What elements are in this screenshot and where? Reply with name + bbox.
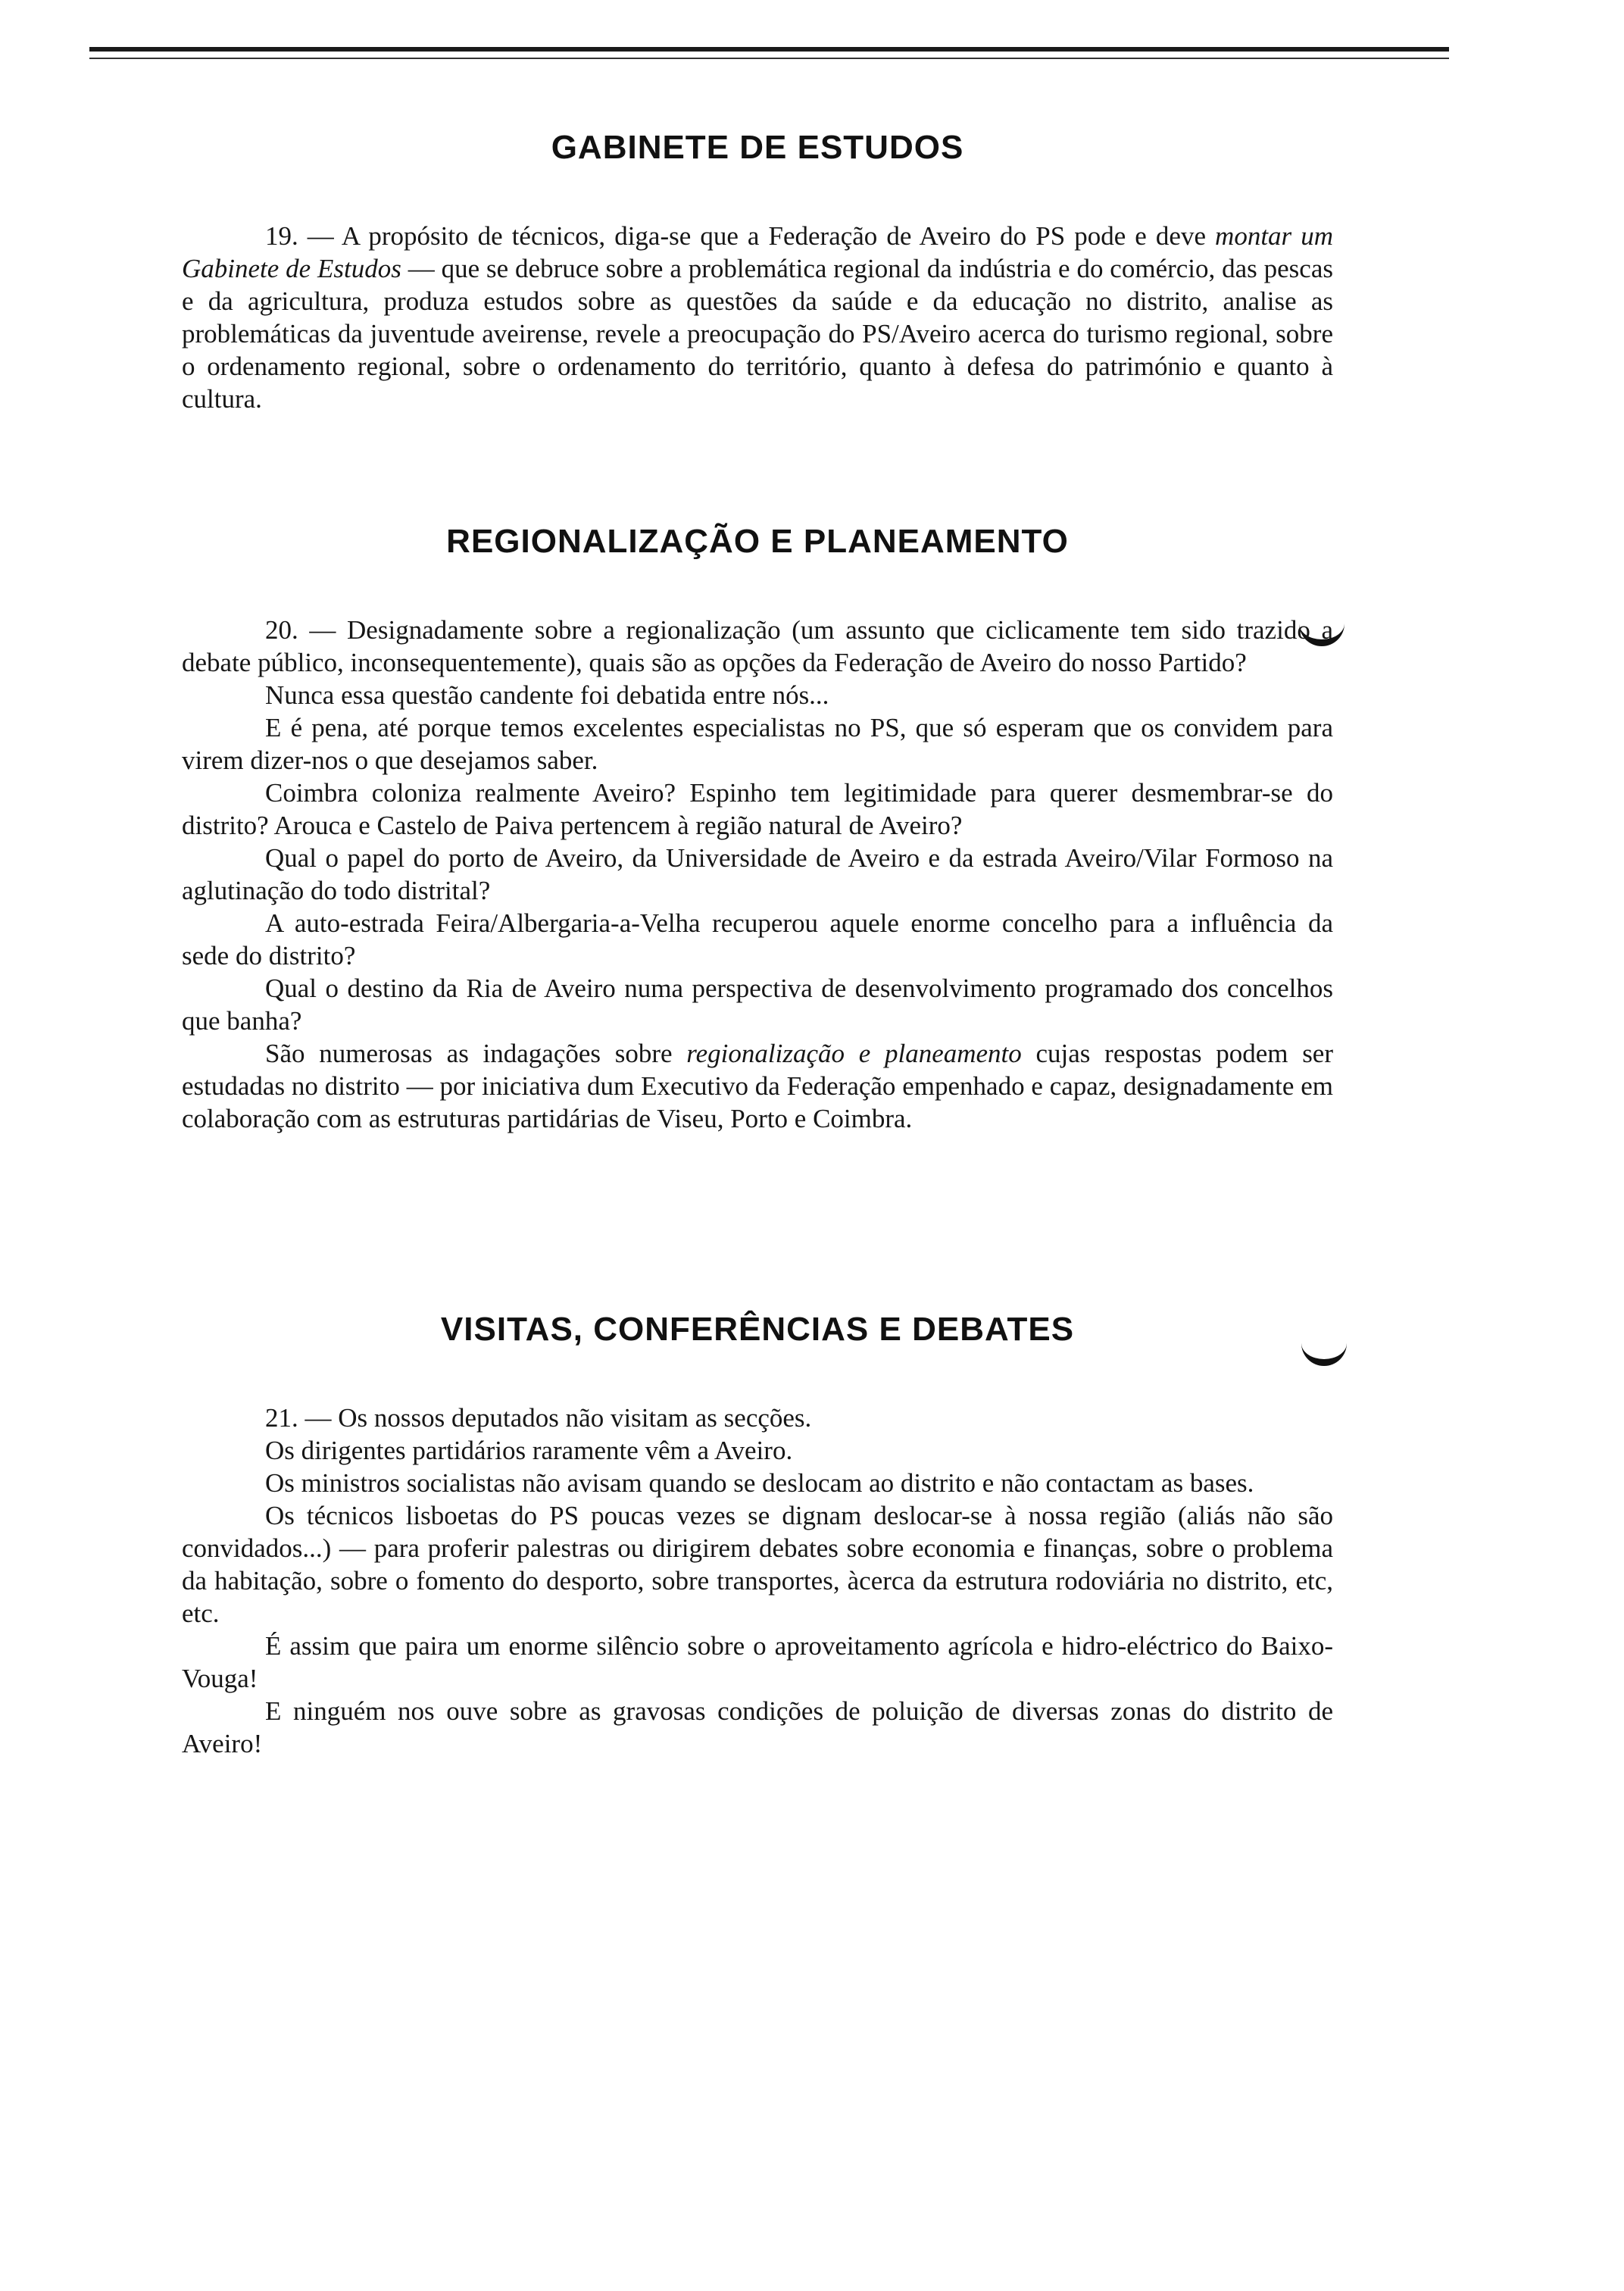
paragraph-text: É assim que paira um enorme silêncio sobre o aproveitamento agrícola e hidro-eléctrico do Baixo-Vouga! [182, 1631, 1333, 1693]
section-body [182, 1402, 1333, 1760]
emphasized-text: montar um Gabinete de Estudos [182, 221, 1334, 283]
section-body [182, 614, 1333, 1135]
paragraph-text: Coimbra coloniza realmente Aveiro? Espinho tem legitimidade para querer desmembrar-se do distrito? Arouca e Castelo de Paiva pertencem à região natural de Aveiro? [182, 778, 1333, 840]
paragraph-text: Os dirigentes partidários raramente vêm a Aveiro. [265, 1436, 793, 1465]
top-rule-thin [89, 58, 1449, 59]
paragraph-text: Qual o destino da Ria de Aveiro numa perspectiva de desenvolvimento programado dos concelhos que banha? [182, 974, 1333, 1036]
paragraph [182, 842, 1333, 907]
paragraph [182, 1434, 1333, 1467]
paragraph [182, 1037, 1333, 1135]
paragraph [182, 1695, 1333, 1760]
paragraph-text: Qual o papel do porto de Aveiro, da Universidade de Aveiro e da estrada Aveiro/Vilar Formoso na aglutinação do todo distrital? [182, 843, 1333, 905]
section-gabinete-de-estudos [182, 129, 1333, 415]
paragraph-text: 20. — Designadamente sobre a regionalização (um assunto que ciclicamente tem sido trazido a debate público, inconsequentemente), quais são as opções da Federação de Aveiro do nosso Partido? [182, 615, 1333, 677]
section-body [182, 220, 1333, 415]
paragraph-text: Nunca essa questão candente foi debatida entre nós... [265, 680, 829, 710]
section-heading: GABINETE DE ESTUDOS [551, 129, 964, 166]
paragraph-text: Os ministros socialistas não avisam quando se deslocam ao distrito e não contactam as bases. [265, 1468, 1254, 1498]
paragraph [182, 907, 1333, 972]
paragraph [182, 1402, 1333, 1434]
paragraph-text: 19. — A propósito de técnicos, diga-se que a Federação de Aveiro do PS pode e deve [265, 221, 1216, 251]
paragraph [182, 1467, 1333, 1499]
section-heading: REGIONALIZAÇÃO E PLANEAMENTO [446, 523, 1069, 560]
paragraph [182, 1499, 1333, 1630]
emphasized-text: regionalização e planeamento [686, 1039, 1022, 1068]
paragraph-text: cujas respostas podem ser estudadas no distrito — por iniciativa dum Executivo da Federação empenhado e capaz, designadamente em colaboração com as estruturas partidárias de Viseu, Porto e Coimbra. [182, 1039, 1334, 1133]
top-rule [89, 47, 1449, 52]
paragraph [182, 679, 1333, 711]
section-heading: VISITAS, CONFERÊNCIAS E DEBATES [440, 1311, 1075, 1348]
paragraph [182, 972, 1333, 1037]
paragraph-text: A auto-estrada Feira/Albergaria-a-Velha recuperou aquele enorme concelho para a influência da sede do distrito? [182, 908, 1333, 970]
paragraph [182, 614, 1333, 679]
section-visitas-conferencias-e-debates [182, 1311, 1333, 1760]
paragraph-text: Os técnicos lisboetas do PS poucas vezes se dignam deslocar-se à nossa região (aliás não são convidados...) — para proferir palestras ou dirigirem debates sobre economia e finanças, sobre o problema da habitação, sobre o fomento do desporto, sobre transportes, àcerca da estrutura rodoviária no distrito, etc, etc. [182, 1501, 1333, 1628]
paragraph [182, 777, 1333, 842]
paragraph [182, 1630, 1333, 1695]
paragraph-text: São numerosas as indagações sobre [265, 1039, 687, 1068]
paragraph [182, 220, 1333, 415]
section-regionalizacao-e-planeamento [182, 523, 1333, 1135]
paragraph-text: 21. — Os nossos deputados não visitam as secções. [265, 1403, 812, 1433]
paragraph-text: E é pena, até porque temos excelentes especialistas no PS, que só esperam que os convidem para virem dizer-nos o que desejamos saber. [182, 713, 1333, 775]
paragraph-text: — que se debruce sobre a problemática regional da indústria e do comércio, das pescas e da agricultura, produza estudos sobre as questões da saúde e da educação no distrito, analise as problemáticas da juventude aveirense, revele a preocupação do PS/Aveiro acerca do turismo regional, sobre o ordenamento regional, sobre o ordenamento do território, quanto à defesa do património e quanto à cultura. [182, 254, 1333, 414]
paragraph [182, 711, 1333, 777]
paragraph-text: E ninguém nos ouve sobre as gravosas condições de poluição de diversas zonas do distrito de Aveiro! [182, 1696, 1333, 1758]
